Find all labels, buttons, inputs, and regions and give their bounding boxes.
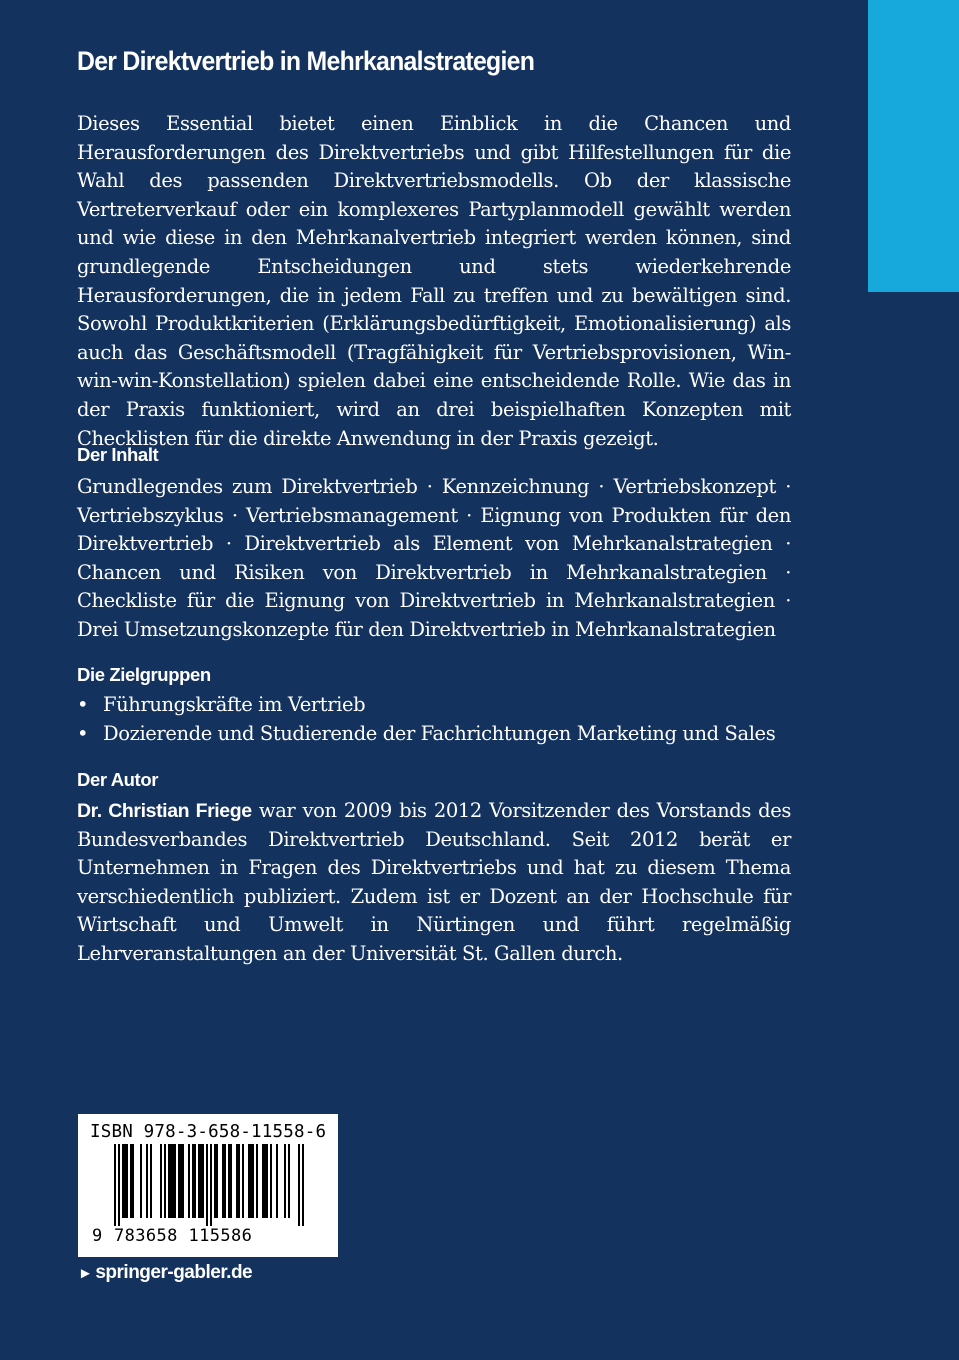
barcode-bar <box>168 1144 170 1218</box>
barcode-bar <box>178 1144 180 1218</box>
author-heading: Der Autor <box>77 769 159 790</box>
barcode-bar <box>228 1144 230 1218</box>
barcode-bar <box>242 1144 244 1218</box>
list-item-text: Dozierende und Studierende der Fachrichtungen Marketing und Sales <box>103 721 776 745</box>
barcode-bar <box>224 1144 226 1218</box>
barcode-bar <box>170 1144 172 1218</box>
barcode-bar <box>266 1144 268 1218</box>
barcode-bar <box>122 1144 124 1218</box>
barcode-bar <box>262 1144 264 1218</box>
barcode-bar <box>288 1144 290 1218</box>
barcode-bar <box>302 1144 304 1226</box>
website-link[interactable] <box>78 1262 252 1284</box>
barcode-bar <box>114 1144 116 1226</box>
barcode-bar <box>284 1144 286 1218</box>
cyan-accent-block <box>868 0 959 292</box>
barcode-bar <box>206 1144 208 1226</box>
barcode-bar <box>188 1144 190 1218</box>
target-groups-heading: Die Zielgruppen <box>77 664 211 685</box>
barcode-bar <box>216 1144 218 1218</box>
barcode-bar <box>214 1144 216 1218</box>
barcode-bar <box>192 1144 194 1218</box>
barcode-bar <box>276 1144 278 1218</box>
barcode-bar <box>126 1144 128 1218</box>
barcode-bar <box>198 1144 200 1218</box>
barcode-bar <box>236 1144 238 1218</box>
barcode-bar <box>124 1144 126 1218</box>
barcode-bar <box>180 1144 182 1218</box>
barcode-bar <box>150 1144 152 1218</box>
barcode-bar <box>264 1144 266 1218</box>
barcode-bar <box>164 1144 166 1218</box>
list-item <box>77 691 791 720</box>
barcode-bar <box>132 1144 134 1218</box>
barcode-bar <box>210 1144 212 1226</box>
barcode-bar <box>200 1144 202 1218</box>
barcode-bar <box>172 1144 174 1218</box>
author-bio-text: war von 2009 bis 2012 Vorsitzender des Vorstands des Bundesverbandes Direktvertrieb Deutschland. Seit 2012 berät er Unternehmen in Fragen des Direktvertriebs und hat zu diesem Thema verschiedentlich publiziert. Zudem ist er Dozent an der Hochschule für Wirtschaft und Umwelt in Nürtingen und führt regelmäßig Lehrveranstaltungen an der Universität St. Gallen durch. <box>77 799 791 965</box>
target-groups-list <box>77 691 791 748</box>
barcode-bar <box>202 1144 204 1218</box>
contents-heading: Der Inhalt <box>77 444 159 465</box>
list-item <box>77 720 791 749</box>
ean-digits: 783658 115586 <box>114 1226 253 1246</box>
play-arrow-icon: ► <box>78 1265 93 1282</box>
barcode-bar <box>238 1144 240 1218</box>
isbn-label: ISBN 978-3-658-11558-6 <box>90 1122 327 1142</box>
bullet-icon: • <box>77 721 89 745</box>
barcode-bar <box>222 1144 224 1218</box>
barcode-bar <box>130 1144 132 1218</box>
isbn-barcode-box <box>78 1114 338 1257</box>
barcode-bar <box>118 1144 120 1226</box>
author-bio <box>77 797 791 969</box>
ean-first-digit: 9 <box>92 1226 103 1246</box>
barcode-bar <box>248 1144 250 1218</box>
barcode-bar <box>252 1144 254 1218</box>
barcode-bar <box>194 1144 196 1218</box>
barcode-bar <box>256 1144 258 1218</box>
barcode-bar <box>146 1144 148 1218</box>
barcode-bar <box>270 1144 272 1218</box>
book-title: Der Direktvertrieb in Mehrkanalstrategien <box>77 46 535 76</box>
book-description: Dieses Essential bietet einen Einblick in die Chancen und Herausforderungen des Direktvertriebs und gibt Hilfestellungen für die Wahl des passenden Direktvertriebsmodells. Ob der klassische Vertreterverkauf oder ein komplexeres Partyplanmodell gewählt werden und wie diese in den Mehrkanalvertrieb integriert werden können, sind grundlegende Entscheidungen und stets wiederkehrende Herausforderungen, die in jedem Fall zu treffen und zu bewältigen sind. Sowohl Produktkriterien (Erklärungsbedürftigkeit, Emotionalisierung) als auch das Geschäftsmodell (Tragfähigkeit für Vertriebsprovisionen, Win-win-win-Konstellation) spielen dabei eine entscheidende Rolle. Wie das in der Praxis funktioniert, wird an drei beispielhaften Konzepten mit Checklisten für die direkte Anwendung in der Praxis gezeigt. <box>77 112 791 450</box>
barcode-bar <box>182 1144 184 1218</box>
barcode <box>108 1144 306 1226</box>
bullet-icon: • <box>77 693 89 716</box>
barcode-bar <box>250 1144 252 1218</box>
website-url: springer-gabler.de <box>95 1262 253 1283</box>
contents-text: Grundlegendes zum Direktvertrieb · Kennzeichnung · Vertriebskonzept · Vertriebszyklus · Vertriebsmanagement · Eignung von Produkten für den Direktvertrieb · Direktvertrieb als Element von Mehrkanalstrategien · Chancen und Risiken von Direktvertrieb in Mehrkanalstrategien · Checkliste für die Eignung von Direktvertrieb in Mehrkanalstrategien · Drei Umsetzungskonzepte für den Direktvertrieb in Mehrkanalstrategien <box>77 475 791 641</box>
barcode-bar <box>230 1144 232 1218</box>
barcode-bar <box>140 1144 142 1218</box>
barcode-bar <box>174 1144 176 1218</box>
list-item-text: Führungskräfte im Vertrieb <box>103 693 366 716</box>
barcode-bar <box>160 1144 162 1218</box>
author-name: Dr. Christian Friege <box>77 800 252 822</box>
barcode-bar <box>298 1144 300 1226</box>
